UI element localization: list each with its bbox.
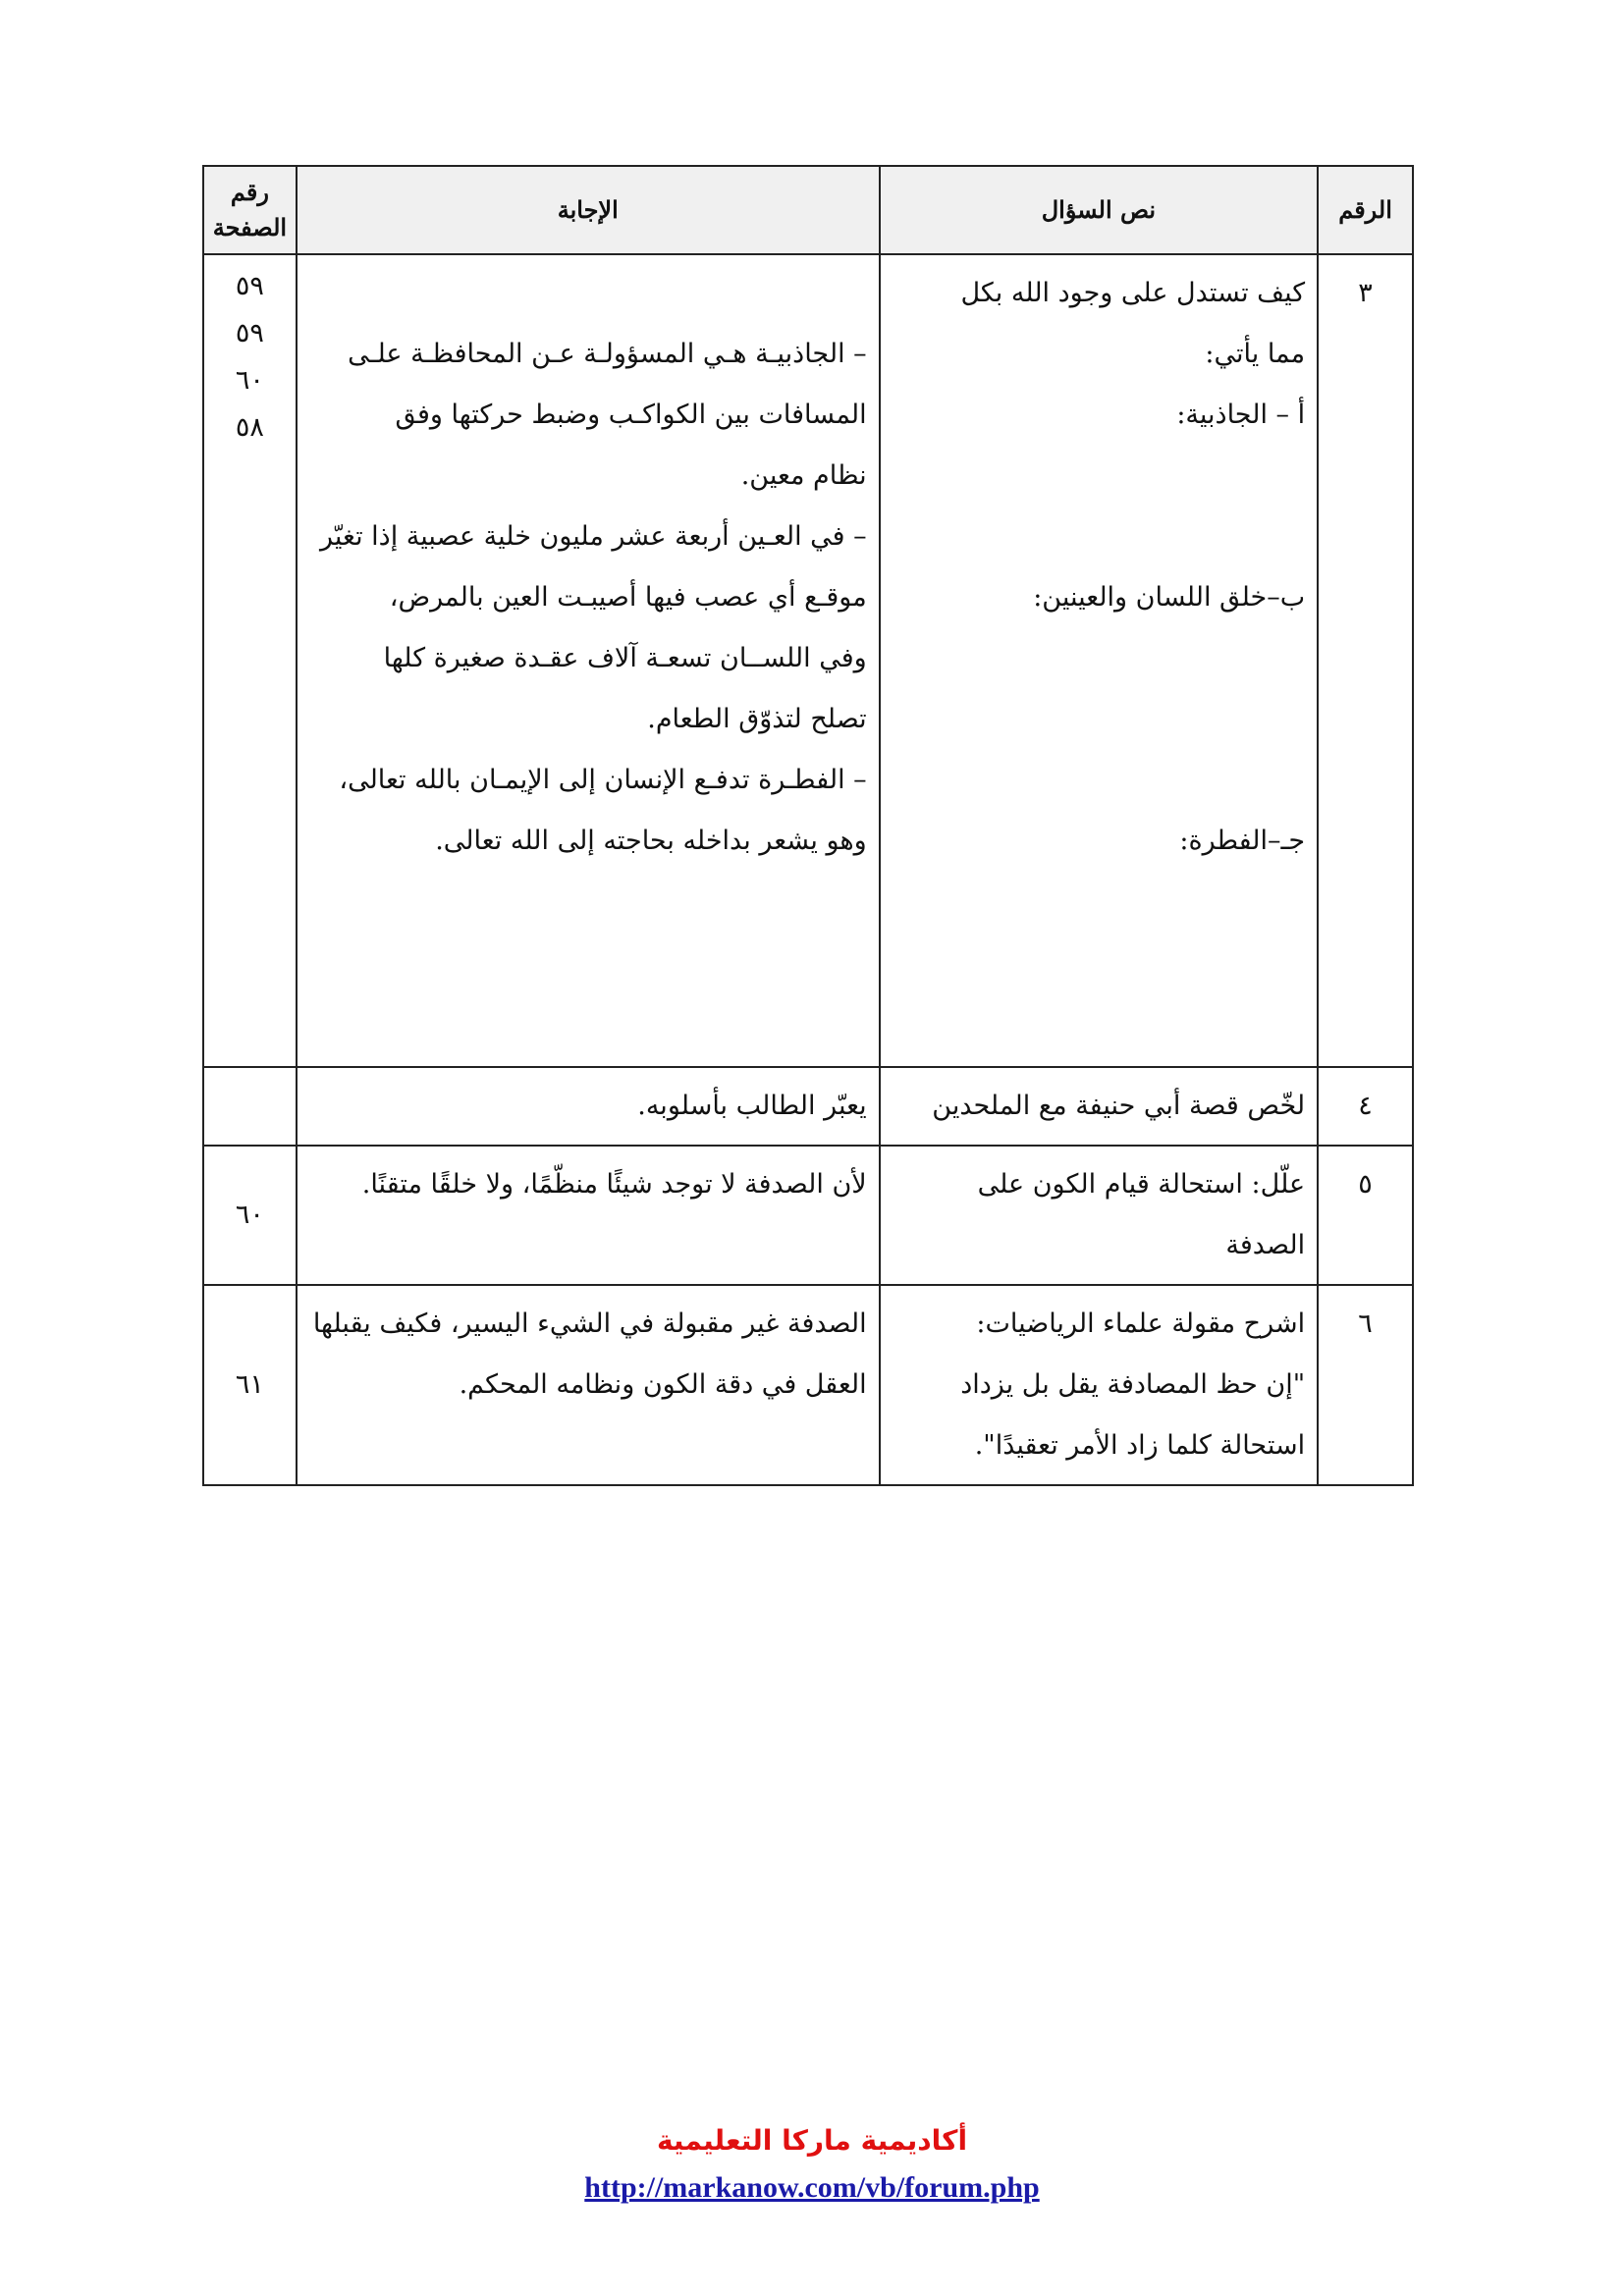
page-cell xyxy=(203,1067,297,1146)
answer-line: موقـع أي عصب فيها أصيبـت العين بالمرض، xyxy=(389,582,867,613)
page-number: ٥٩ xyxy=(235,271,264,301)
header-question: نص السؤال xyxy=(880,166,1318,254)
answer-cell xyxy=(297,1067,880,1146)
page-cell: ٦٠ xyxy=(203,1146,297,1285)
footer-link[interactable]: http://markanow.com/vb/forum.php xyxy=(584,2171,1040,2204)
question-line: جـ–الفطرة: xyxy=(1179,826,1306,856)
answer-line: يعبّر الطالب بأسلوبه. xyxy=(637,1091,867,1121)
answer-line: – الفطـرة تدفـع الإنسان إلى الإيمـان بالله تعالى، xyxy=(339,765,867,795)
question-line: مما يأتي: xyxy=(1205,339,1306,369)
table-row xyxy=(203,1067,1413,1146)
question-line: علّل: استحالة قيام الكون على xyxy=(977,1169,1306,1200)
question-line: "إن حظ المصادفة يقل بل يزداد xyxy=(960,1369,1306,1400)
row-number: ٤ xyxy=(1318,1067,1413,1146)
answer-line: الصدفة غير مقبولة في الشيء اليسير، فكيف يقبلها xyxy=(312,1308,867,1339)
table-header-row xyxy=(203,166,1413,254)
table-row xyxy=(203,1285,1413,1485)
question-cell xyxy=(880,1146,1318,1285)
questions-table xyxy=(202,165,1414,1486)
table-row xyxy=(203,254,1413,1067)
answer-line: المسافات بين الكواكـب وضبط حركتها وفق xyxy=(395,400,867,430)
question-cell xyxy=(880,1285,1318,1485)
question-line: اشرح مقولة علماء الرياضيات: xyxy=(976,1308,1306,1339)
page-cell xyxy=(203,254,297,1067)
question-cell xyxy=(880,254,1318,1067)
answer-line: تصلح لتذوّق الطعام. xyxy=(647,704,867,734)
header-answer: الإجابة xyxy=(297,166,880,254)
answer-line: وفي اللســان تسعـة آلاف عقـدة صغيرة كلها xyxy=(383,643,867,673)
table-row xyxy=(203,1146,1413,1285)
footer-title: أكاديمية ماركا التعليمية xyxy=(656,2124,968,2157)
question-line: لخّص قصة أبي حنيفة مع الملحدين xyxy=(932,1091,1306,1121)
header-num: الرقم xyxy=(1318,166,1413,254)
question-cell xyxy=(880,1067,1318,1146)
question-line: استحالة كلما زاد الأمر تعقيدًا". xyxy=(974,1430,1306,1461)
row-number: ٦ xyxy=(1318,1285,1413,1485)
answer-cell xyxy=(297,1146,880,1285)
page-number: ٥٨ xyxy=(235,412,264,443)
answer-line: – في العـين أربعة عشر مليون خلية عصبية إذا تغيّر xyxy=(320,521,867,552)
answer-line: – الجاذبيـة هـي المسؤولـة عـن المحافظـة علـى xyxy=(348,339,867,369)
answer-line: وهو يشعر بداخله بحاجته إلى الله تعالى. xyxy=(435,826,867,856)
answer-line: لأن الصدفة لا توجد شيئًا منظّمًا، ولا خلقًا متقنًا. xyxy=(361,1169,867,1200)
answer-cell xyxy=(297,254,880,1067)
row-number: ٣ xyxy=(1318,254,1413,1067)
answer-line: نظام معين. xyxy=(740,460,867,491)
header-page: رقم الصفحة xyxy=(203,166,297,254)
question-line: الصدفة xyxy=(1225,1230,1306,1260)
page-cell: ٦١ xyxy=(203,1285,297,1485)
question-line: ب–خلق اللسان والعينين: xyxy=(1033,582,1306,613)
page-number: ٥٩ xyxy=(235,318,264,348)
question-line: أ – الجاذبية: xyxy=(1176,400,1306,430)
question-line: كيف تستدل على وجود الله بكل xyxy=(960,278,1306,308)
answer-cell xyxy=(297,1285,880,1485)
answer-line: العقل في دقة الكون ونظامه المحكم. xyxy=(459,1369,867,1400)
page-number: ٦٠ xyxy=(235,365,264,396)
row-number: ٥ xyxy=(1318,1146,1413,1285)
